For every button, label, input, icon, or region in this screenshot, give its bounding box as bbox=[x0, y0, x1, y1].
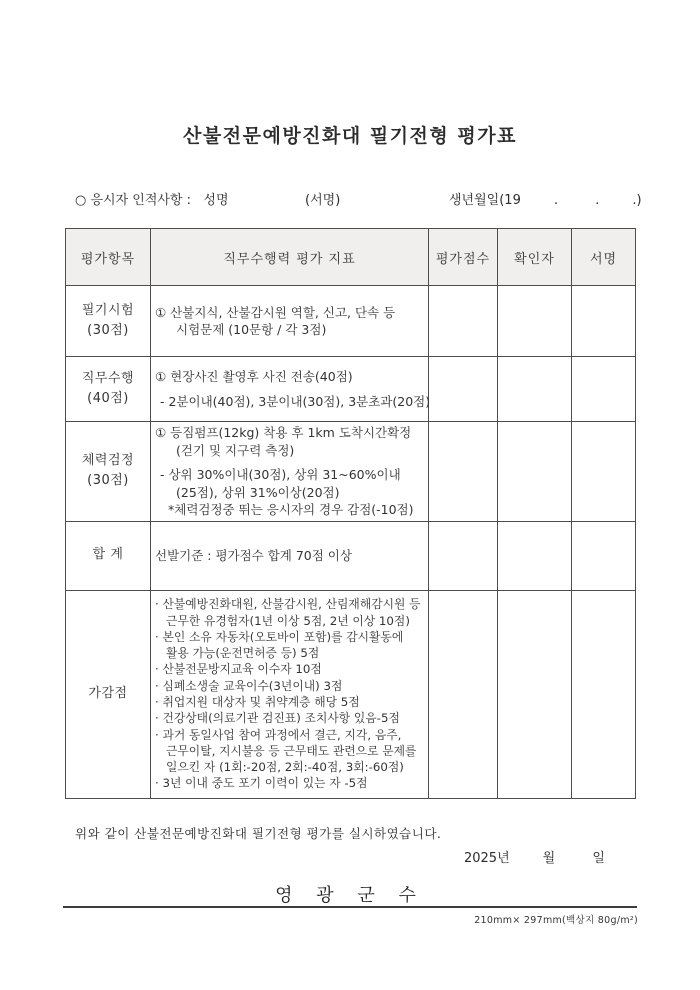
row-total bbox=[66, 521, 636, 590]
footer-rule bbox=[63, 906, 637, 908]
item-label: 필기시험 bbox=[81, 302, 135, 318]
criteria-line: 근무이탈, 지시불응 등 근무태도 관련으로 문제를 bbox=[166, 743, 417, 758]
header-score: 평가점수 bbox=[429, 229, 498, 286]
item-label: 체력검정 bbox=[81, 453, 135, 469]
item-cell bbox=[66, 286, 151, 357]
row-physical-test bbox=[66, 422, 636, 522]
item-points: (30점) bbox=[87, 473, 129, 489]
criteria-line: *체력검정중 뛰는 응시자의 경우 감점(-10점) bbox=[168, 502, 414, 517]
checker-cell bbox=[498, 422, 572, 522]
item-cell bbox=[66, 422, 151, 522]
row-bonus-penalty bbox=[66, 590, 636, 798]
criteria-line: · 산불전문방지교육 이수자 10점 bbox=[155, 662, 322, 677]
criteria-line: (25점), 상위 31%이상(20점) bbox=[176, 484, 340, 500]
criteria-line: · 심폐소생술 교육이수(3년이내) 3점 bbox=[155, 678, 343, 693]
score-cell bbox=[429, 590, 498, 798]
birthdate-label: 생년월일(19 . . .) bbox=[449, 193, 642, 208]
criteria-line: ① 산불지식, 산불감시원 역할, 신고, 단속 등 bbox=[155, 304, 396, 320]
criteria-line: 시험문제 (10문항 / 각 3점) bbox=[176, 322, 327, 337]
item-cell bbox=[66, 521, 151, 590]
row-written-test bbox=[66, 286, 636, 357]
score-cell bbox=[429, 286, 498, 357]
header-indicator: 직무수행력 평가 지표 bbox=[151, 229, 429, 286]
item-label: 직무수행 bbox=[81, 370, 135, 386]
criteria-line: 선발기준 : 평가점수 합계 70점 이상 bbox=[155, 547, 352, 563]
criteria-line: - 2분이내(40점), 3분이내(30점), 3분초과(20점) bbox=[160, 393, 431, 409]
header-signature: 서명 bbox=[572, 229, 636, 286]
checker-cell bbox=[498, 590, 572, 798]
item-label: 합 계 bbox=[92, 547, 124, 563]
score-cell bbox=[429, 521, 498, 590]
score-cell bbox=[429, 422, 498, 522]
criteria-line: ① 등짐펌프(12kg) 착용 후 1km 도착시간확정 bbox=[155, 425, 412, 440]
signature-cell bbox=[572, 521, 636, 590]
criteria-cell bbox=[151, 357, 429, 422]
table-header-row bbox=[66, 229, 636, 286]
criteria-line: · 3년 이내 중도 포기 이력이 있는 자 -5점 bbox=[155, 776, 368, 791]
criteria-line: - 상위 30%이내(30점), 상위 31~60%이내 bbox=[160, 467, 401, 482]
criteria-cell bbox=[151, 286, 429, 357]
issuer-title: 영 광 군 수 bbox=[275, 885, 425, 906]
criteria-cell bbox=[151, 590, 429, 798]
criteria-cell bbox=[151, 521, 429, 590]
criteria-line: ① 현장사진 촬영후 사진 전송(40점) bbox=[155, 369, 353, 384]
signature-cell bbox=[572, 286, 636, 357]
applicant-name-label: ○ 응시자 인적사항 : 성명 bbox=[75, 193, 229, 208]
form-title: 산불전문예방진화대 필기전형 평가표 bbox=[183, 125, 517, 147]
criteria-cell bbox=[151, 422, 429, 522]
item-cell bbox=[66, 357, 151, 422]
checker-cell bbox=[498, 286, 572, 357]
closing-statement: 위와 같이 산불전문예방진화대 필기전형 평가를 실시하였습니다. bbox=[75, 826, 442, 841]
signature-cell bbox=[572, 422, 636, 522]
criteria-line: · 과거 동일사업 참여 과정에서 결근, 지각, 음주, bbox=[155, 727, 402, 742]
checker-cell bbox=[498, 521, 572, 590]
criteria-line: · 본인 소유 자동차(오토바이 포함)를 감시활동에 bbox=[155, 629, 404, 644]
item-points: (30점) bbox=[87, 323, 129, 338]
criteria-line: · 취업지원 대상자 및 취약계층 해당 5점 bbox=[155, 695, 360, 709]
header-item: 평가항목 bbox=[66, 229, 151, 286]
date-line: 2025년 월 일 bbox=[463, 851, 605, 866]
criteria-line: · 산불예방진화대원, 산불감시원, 산림재해감시원 등 bbox=[155, 597, 421, 612]
header-checker: 확인자 bbox=[498, 229, 572, 286]
signature-cell bbox=[572, 590, 636, 798]
row-job-performance bbox=[66, 357, 636, 422]
criteria-line: · 건강상태(의료기관 검진표) 조치사항 있음-5점 bbox=[155, 711, 400, 726]
evaluation-table bbox=[65, 228, 636, 799]
item-cell bbox=[66, 590, 151, 798]
criteria-line: 근무한 유경험자(1년 이상 5점, 2년 이상 10점) bbox=[166, 613, 410, 628]
checker-cell bbox=[498, 357, 572, 422]
score-cell bbox=[429, 357, 498, 422]
signature-label: (서명) bbox=[305, 193, 341, 208]
criteria-line: (걷기 및 지구력 측정) bbox=[176, 442, 295, 458]
criteria-line: 일으킨 자 (1회:-20점, 2회:-40점, 3회:-60점) bbox=[166, 760, 404, 775]
item-label: 가감점 bbox=[88, 685, 128, 701]
paper-spec: 210mm× 297mm(백상지 80g/m²) bbox=[474, 915, 638, 926]
criteria-line: 활용 가능(운전면허증 등) 5점 bbox=[166, 646, 320, 661]
item-points: (40점) bbox=[87, 391, 129, 406]
applicant-info-line bbox=[75, 189, 642, 209]
signature-cell bbox=[572, 357, 636, 422]
